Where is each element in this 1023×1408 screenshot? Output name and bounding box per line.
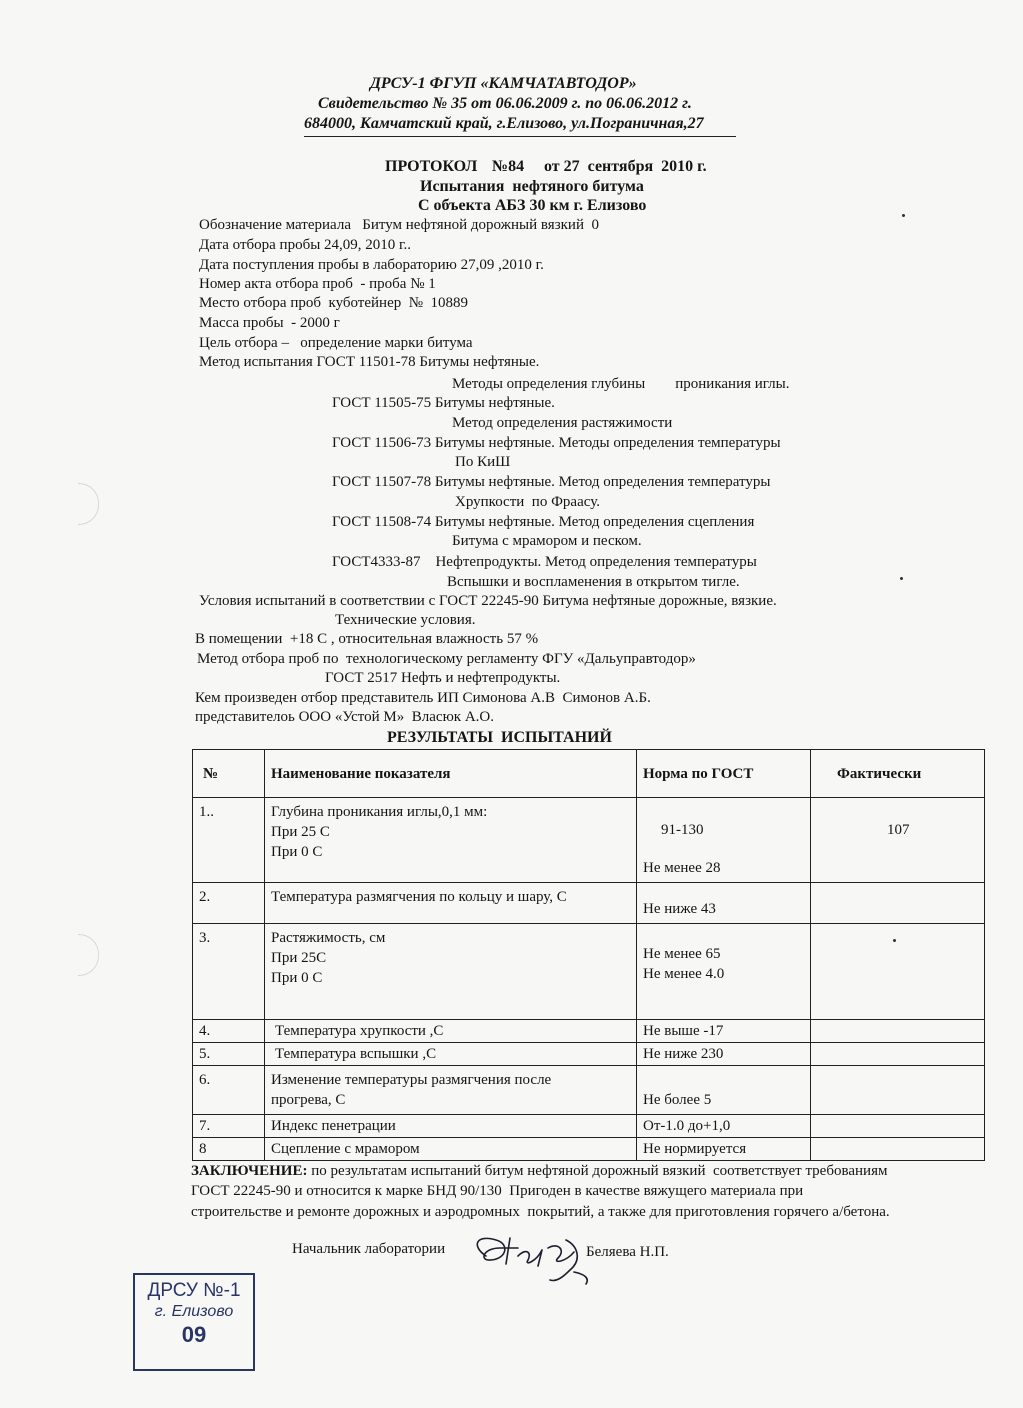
address-line: 684000, Камчатский край, г.Елизово, ул.Пограничная,27 (304, 115, 704, 132)
method-line-5b: Битума с мрамором и песком. (452, 533, 642, 549)
row-number: 1.. (193, 798, 265, 883)
row-indicator (265, 798, 637, 883)
row-indicator: Сцепление с мрамором (265, 1138, 637, 1161)
method-line-3b: По КиШ (455, 454, 511, 470)
row-norm: Не нормируется (637, 1138, 811, 1161)
norm-line: Не менее 65 (643, 946, 721, 962)
conclusion-line-2: ГОСТ 22245-90 и относится к марке БНД 90/130 Пригоден в качестве вяжущего материала при (191, 1183, 804, 1199)
purpose-line: Цель отбора – определение марки битума (199, 335, 473, 351)
conclusion-label: ЗАКЛЮЧЕНИЕ: (191, 1163, 308, 1179)
indicator-line: При 25С (271, 950, 327, 966)
row-indicator (265, 924, 637, 1020)
row-indicator: Температура хрупкости ,С (265, 1020, 637, 1043)
header-actual: Фактически (811, 750, 985, 798)
row-number: 5. (193, 1043, 265, 1066)
norm-line: Не менее 4.0 (643, 966, 725, 982)
row-number: 2. (193, 883, 265, 924)
indicator-line: Изменение температуры размягчения после (271, 1072, 552, 1088)
signature-role: Начальник лаборатории (292, 1241, 446, 1257)
table-row (193, 1066, 985, 1115)
handwritten-signature (466, 1226, 606, 1286)
method-line-6b: Вспышки и воспламенения в открытом тигле. (447, 574, 740, 590)
row-actual (811, 1066, 985, 1115)
actual-value: 107 (887, 822, 910, 838)
row-actual (811, 883, 985, 924)
method-line-1b: Методы определения глубины проникания иглы. (452, 376, 790, 392)
indicator-line: Глубина проникания иглы,0,1 мм: (271, 804, 488, 820)
speck (900, 577, 903, 580)
row-number: 3. (193, 924, 265, 1020)
row-norm: Не более 5 (637, 1066, 811, 1115)
row-indicator: Индекс пенетрации (265, 1115, 637, 1138)
indicator-line: При 0 С (271, 844, 323, 860)
conclusion-text: по результатам испытаний битум нефтяной дорожный вязкий соответствует требованиям (307, 1163, 888, 1179)
method-line-4b: Хрупкости по Фраасу. (455, 494, 600, 510)
table-row (193, 1020, 985, 1043)
method-line-2b: Метод определения растяжимости (452, 415, 673, 431)
org-name: ДРСУ-1 ФГУП «КАМЧАТАВТОДОР» (370, 75, 637, 92)
row-norm (637, 798, 811, 883)
protocol-subtitle: Испытания нефтяного битума (420, 178, 644, 195)
signature-name: Беляева Н.П. (586, 1244, 669, 1260)
method-line-6: ГОСТ4333-87 Нефтепродукты. Метод определения температуры (332, 554, 757, 570)
speck (893, 939, 896, 942)
indicator-line: прогрева, С (271, 1092, 346, 1108)
indicator-line: При 25 С (271, 824, 330, 840)
method-line-5: ГОСТ 11508-74 Битумы нефтяные. Метод определения сцепления (332, 514, 755, 530)
table-row (193, 1138, 985, 1161)
place-line: Место отбора проб куботейнер № 10889 (199, 295, 469, 311)
punch-hole-mark (78, 483, 99, 525)
row-number: 8 (193, 1138, 265, 1161)
row-norm: Не ниже 43 (637, 883, 811, 924)
table-row (193, 924, 985, 1020)
conclusion-line-1 (191, 1162, 887, 1180)
results-table (192, 749, 985, 1161)
method-line-2: ГОСТ 11505-75 Битумы нефтяные. (332, 395, 555, 411)
row-actual (811, 1115, 985, 1138)
material-line: Обозначение материала Битум нефтяной дорожный вязкий 0 (199, 217, 599, 233)
method-line-3: ГОСТ 11506-73 Битумы нефтяные. Методы определения температуры (332, 435, 781, 451)
protocol-date: от 27 сентября 2010 г. (544, 158, 707, 175)
row-actual (811, 1020, 985, 1043)
row-actual (811, 924, 985, 1020)
sampling-method-line-b: ГОСТ 2517 Нефть и нефтепродукты. (325, 670, 561, 686)
protocol-number: №84 (492, 158, 525, 175)
row-actual (811, 1043, 985, 1066)
row-actual (811, 798, 985, 883)
table-row (193, 883, 985, 924)
conclusion-line-3: строительстве и ремонте дорожных и аэродромных покрытий, а также для приготовления горячего а/бетона. (191, 1204, 890, 1220)
act-number-line: Номер акта отбора проб - проба № 1 (199, 276, 436, 292)
header-number: № (193, 750, 265, 798)
row-indicator: Температура размягчения по кольцу и шару, С (265, 883, 637, 924)
protocol-object: С объекта АБЗ 30 км г. Елизово (418, 197, 647, 214)
protocol-word: ПРОТОКОЛ (385, 158, 478, 175)
table-row (193, 798, 985, 883)
row-indicator (265, 1066, 637, 1115)
table-header-row (193, 750, 985, 798)
row-norm: Не ниже 230 (637, 1043, 811, 1066)
sampler-line-1: Кем произведен отбор представитель ИП Симонова А.В Симонов А.Б. (195, 690, 651, 706)
header-norm: Норма по ГОСТ (637, 750, 811, 798)
certificate-line: Свидетельство № 35 от 06.06.2009 г. по 06.06.2012 г. (318, 95, 692, 112)
mass-line: Масса пробы - 2000 г (199, 315, 340, 331)
method-line-4: ГОСТ 11507-78 Битумы нефтяные. Метод определения температуры (332, 474, 771, 490)
row-norm (637, 924, 811, 1020)
address-underline (304, 136, 736, 137)
stamp-line-1: ДРСУ №-1 (147, 1280, 241, 1301)
room-conditions-line: В помещении +18 С , относительная влажность 57 % (195, 631, 539, 647)
indicator-line: Растяжимость, см (271, 930, 386, 946)
sampler-line-2: представителоь ООО «Устой М» Власюк А.О. (195, 709, 494, 725)
row-number: 4. (193, 1020, 265, 1043)
indicator-line: При 0 С (271, 970, 323, 986)
results-title: РЕЗУЛЬТАТЫ ИСПЫТАНИЙ (387, 729, 612, 746)
speck (902, 214, 905, 217)
row-number: 7. (193, 1115, 265, 1138)
row-number: 6. (193, 1066, 265, 1115)
conditions-line-b: Технические условия. (335, 612, 476, 628)
department-stamp (133, 1273, 255, 1371)
sampling-method-line: Метод отбора проб по технологическому регламенту ФГУ «Дальуправтодор» (197, 651, 696, 667)
sample-date-line: Дата отбора пробы 24,09, 2010 г.. (199, 237, 411, 253)
stamp-line-2: г. Елизово (154, 1303, 234, 1320)
row-norm: Не выше -17 (637, 1020, 811, 1043)
norm-line: Не менее 28 (643, 860, 721, 876)
header-indicator: Наименование показателя (265, 750, 637, 798)
receipt-date-line: Дата поступления пробы в лабораторию 27,09 ,2010 г. (199, 257, 544, 273)
row-actual (811, 1138, 985, 1161)
conditions-line: Условия испытаний в соответствии с ГОСТ 22245-90 Битума нефтяные дорожные, вязкие. (199, 593, 777, 609)
punch-hole-mark (78, 934, 99, 976)
stamp-line-3: 09 (181, 1322, 207, 1347)
method-line-1: Метод испытания ГОСТ 11501-78 Битумы нефтяные. (199, 354, 540, 370)
row-norm: От-1.0 до+1,0 (637, 1115, 811, 1138)
table-row (193, 1115, 985, 1138)
norm-line: 91-130 (661, 822, 704, 838)
table-row (193, 1043, 985, 1066)
row-indicator: Температура вспышки ,С (265, 1043, 637, 1066)
